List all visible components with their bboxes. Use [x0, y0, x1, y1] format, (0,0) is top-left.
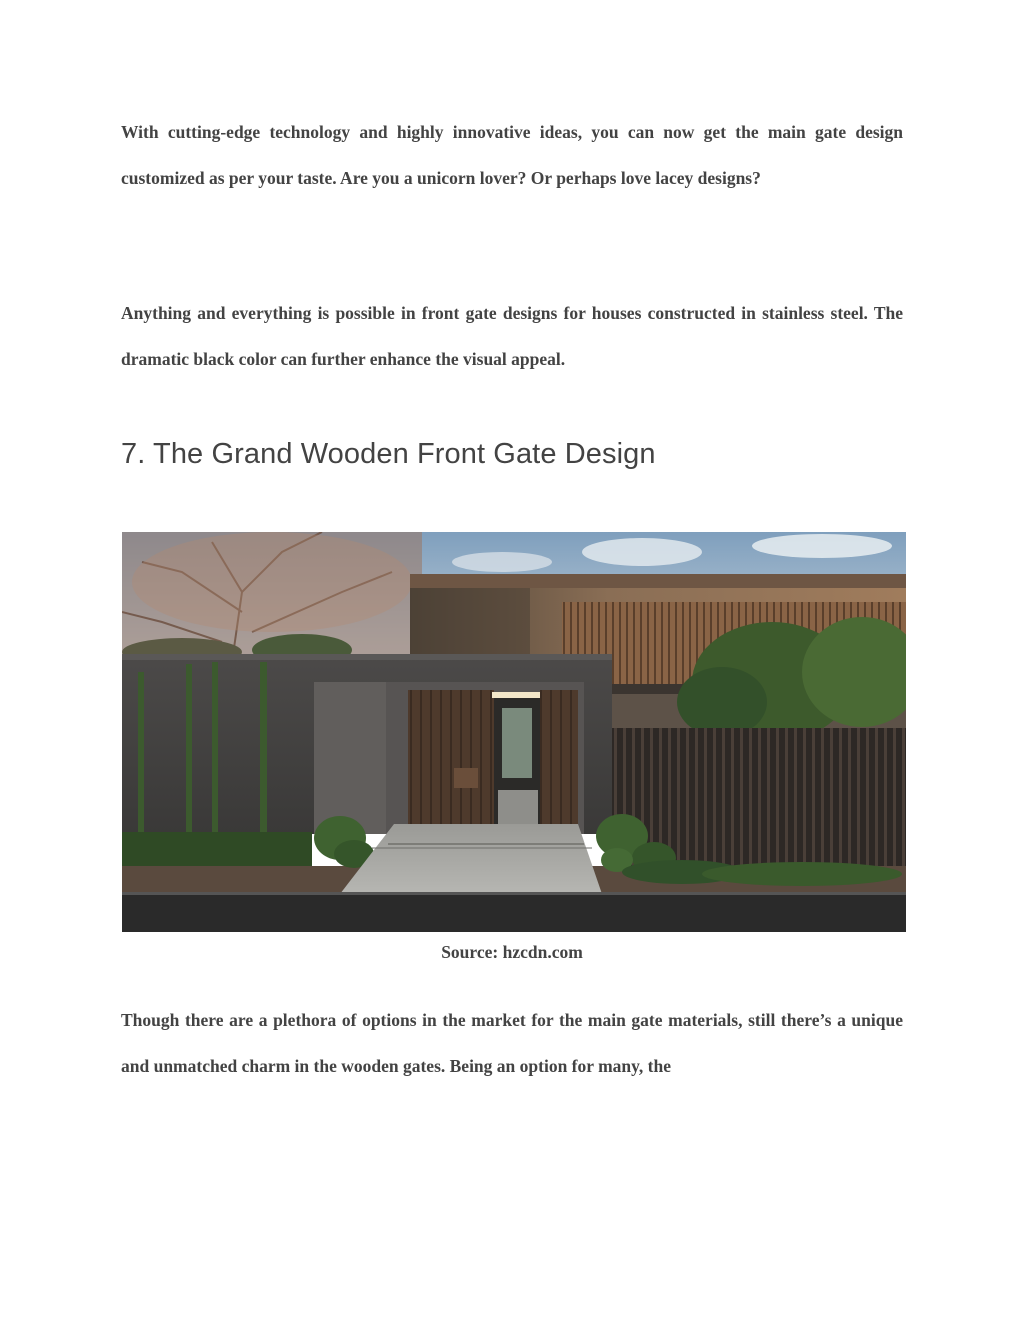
house-front-gate-photo	[122, 532, 906, 932]
intro-paragraph: With cutting-edge technology and highly innovative ideas, you can now get the main gate design customized as per your taste. Are you a unicorn lover? Or perhaps love lacey designs?	[121, 122, 903, 188]
image-source-caption: Source: hzcdn.com	[441, 942, 583, 962]
wooden-gates-paragraph: Though there are a plethora of options in the market for the main gate materials, still there’s a unique and unmatched charm in the wooden gates. Being an option for many, the	[121, 1010, 903, 1076]
section-heading: 7. The Grand Wooden Front Gate Design	[121, 438, 656, 470]
stainless-steel-paragraph: Anything and everything is possible in front gate designs for houses constructed in stainless steel. The dramatic black color can further enhance the visual appeal.	[121, 303, 903, 369]
